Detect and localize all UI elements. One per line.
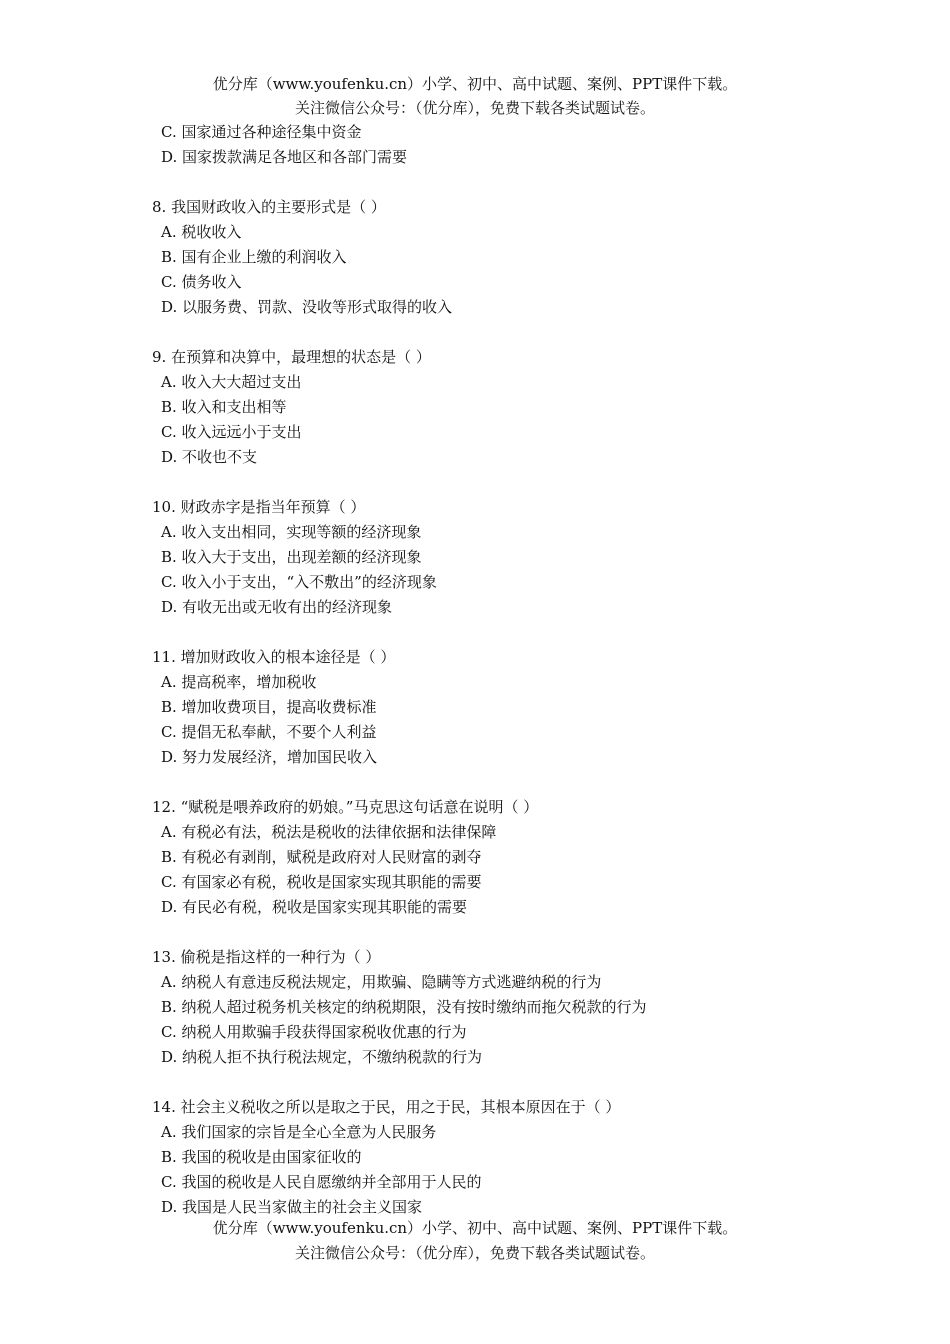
footer-line-2: 关注微信公众号：（优分库），免费下载各类试题试卷。: [294, 1244, 655, 1262]
spacer: [152, 470, 912, 495]
option-a: A. 提高税率，增加税收: [161, 673, 317, 691]
header-line-2: 关注微信公众号：（优分库），免费下载各类试题试卷。: [294, 99, 655, 117]
option-c: C. 我国的税收是人民自愿缴纳并全部用于人民的: [161, 1173, 482, 1191]
option-b: B. 纳税人超过税务机关核定的纳税期限，没有按时缴纳而拖欠税款的行为: [161, 998, 647, 1016]
spacer: [152, 920, 912, 945]
option-a: A. 收入大大超过支出: [161, 373, 302, 391]
question-stem: 8. 我国财政收入的主要形式是（ ）: [152, 198, 386, 216]
spacer: [152, 620, 912, 645]
option-d: D. 不收也不支: [161, 448, 258, 466]
option-d: D. 有收无出或无收有出的经济现象: [161, 598, 393, 616]
option-c: C. 有国家必有税，税收是国家实现其职能的需要: [161, 873, 482, 891]
question-13: [152, 945, 912, 1070]
question-stem: 13. 偷税是指这样的一种行为（ ）: [152, 948, 381, 966]
option-a: A. 收入支出相同，实现等额的经济现象: [161, 523, 422, 541]
option-c: C. 纳税人用欺骗手段获得国家税收优惠的行为: [161, 1023, 467, 1041]
option-a: A. 我们国家的宗旨是全心全意为人民服务: [161, 1123, 437, 1141]
option-b: B. 我国的税收是由国家征收的: [161, 1148, 362, 1166]
option-a: A. 税收收入: [161, 223, 242, 241]
spacer: [152, 320, 912, 345]
spacer: [152, 770, 912, 795]
footer-line-1: 优分库（www.youfenku.cn）小学、初中、高中试题、案例、PPT课件下载。: [212, 1219, 738, 1237]
option-a: A. 有税必有法，税法是税收的法律依据和法律保障: [161, 823, 497, 841]
question-10: [152, 495, 912, 620]
option-d: D. 努力发展经济，增加国民收入: [161, 748, 378, 766]
option-d: D. 有民必有税，税收是国家实现其职能的需要: [161, 898, 468, 916]
option-b: B. 有税必有剥削，赋税是政府对人民财富的剥夺: [161, 848, 482, 866]
option-c: C. 债务收入: [161, 273, 242, 291]
spacer: [152, 170, 912, 195]
option-d: D. 以服务费、罚款、没收等形式取得的收入: [161, 298, 453, 316]
option-c: C. 提倡无私奉献，不要个人利益: [161, 723, 377, 741]
option-b: B. 国有企业上缴的利润收入: [161, 248, 347, 266]
question-stem: 12. “赋税是喂养政府的奶娘。”马克思这句话意在说明（ ）: [152, 798, 539, 816]
option-d: D. 纳税人拒不执行税法规定，不缴纳税款的行为: [161, 1048, 483, 1066]
option-d-q7: D. 国家拨款满足各地区和各部门需要: [161, 148, 408, 166]
question-11: [152, 645, 912, 770]
question-list: [152, 120, 912, 1220]
spacer: [152, 1070, 912, 1095]
option-d: D. 我国是人民当家做主的社会主义国家: [161, 1198, 423, 1216]
header-line-1: 优分库（www.youfenku.cn）小学、初中、高中试题、案例、PPT课件下载。: [212, 75, 738, 93]
question-stem: 14. 社会主义税收之所以是取之于民，用之于民，其根本原因在于（ ）: [152, 1098, 621, 1116]
question-8: [152, 195, 912, 320]
question-stem: 11. 增加财政收入的根本途径是（ ）: [152, 648, 396, 666]
question-stem: 10. 财政赤字是指当年预算（ ）: [152, 498, 366, 516]
option-c: C. 收入小于支出，“入不敷出”的经济现象: [161, 573, 437, 591]
option-a: A. 纳税人有意违反税法规定，用欺骗、隐瞒等方式逃避纳税的行为: [161, 973, 602, 991]
question-14: [152, 1095, 912, 1220]
question-9: [152, 345, 912, 470]
option-b: B. 收入大于支出，出现差额的经济现象: [161, 548, 422, 566]
question-stem: 9. 在预算和决算中，最理想的状态是（ ）: [152, 348, 431, 366]
option-b: B. 收入和支出相等: [161, 398, 287, 416]
option-b: B. 增加收费项目，提高收费标准: [161, 698, 377, 716]
option-c-q7: C. 国家通过各种途径集中资金: [161, 123, 362, 141]
question-12: [152, 795, 912, 920]
option-c: C. 收入远远小于支出: [161, 423, 302, 441]
